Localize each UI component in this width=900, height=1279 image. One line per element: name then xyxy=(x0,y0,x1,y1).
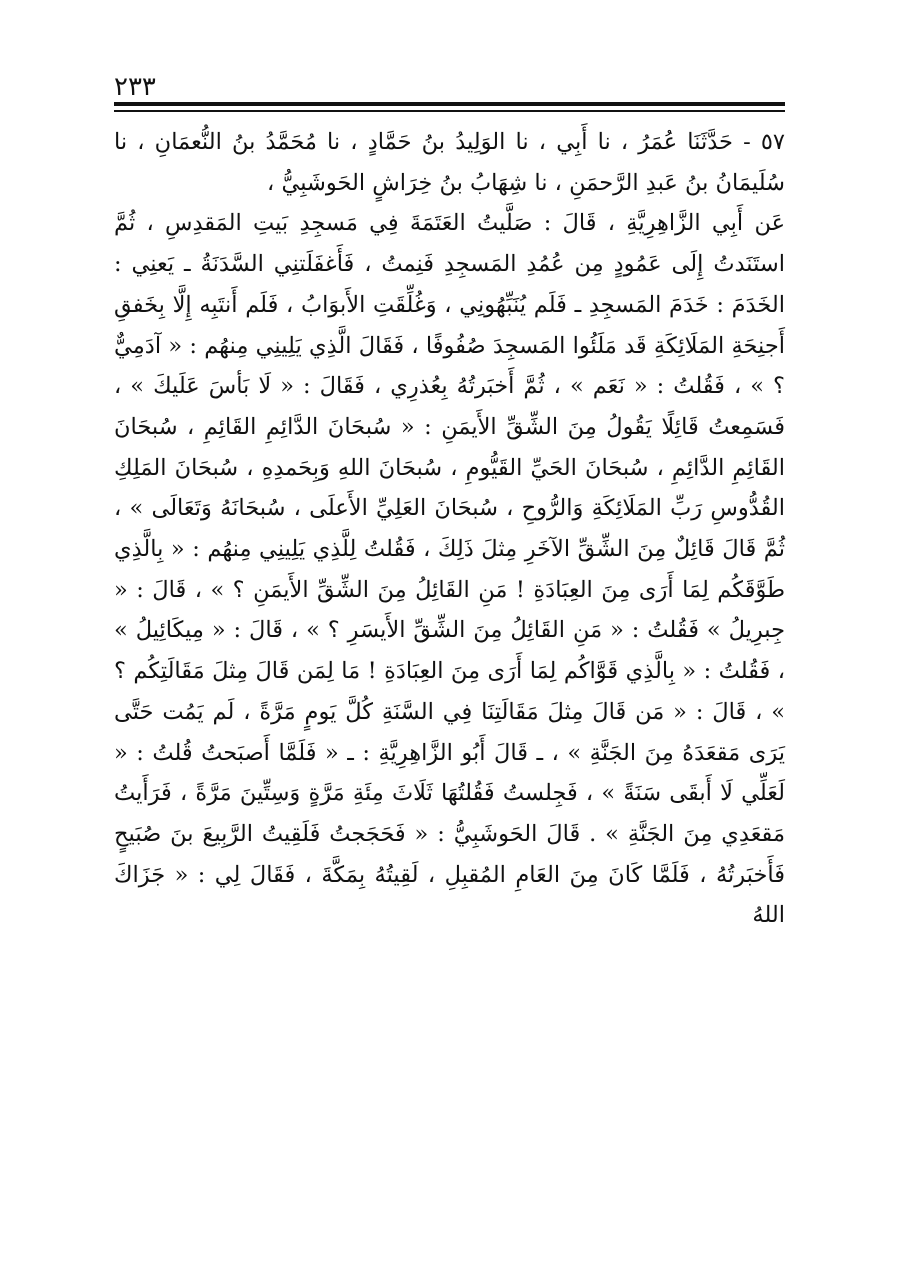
page-number: ٢٣٣ xyxy=(114,72,156,102)
header-rule-thin xyxy=(114,110,785,112)
header-rule-thick xyxy=(114,102,785,106)
hadith-matn: عَن أَبِي الزَّاهِرِيَّةِ ، قَالَ : صَلَّيتُ العَتَمَةَ فِي مَسجِدِ بَيتِ المَقدِسِ ، ثُمَّ استَنَدتُ إِلَى عَمُودٍ مِن عُمُدِ المَسجِدِ فَنِمتُ ، فَأَغفَلَتنِي السَّدَنَةُ ـ يَعنِي : الخَدَمَ : خَدَمَ المَسجِدِ ـ فَلَم يُنَبِّهُونِي ، وَغُلِّقَتِ الأَبوَابُ ، فَلَم أَنتَبِه إِلَّا بِخَفقِ أَجنِحَةِ المَلَائِكَةِ قَد مَلَئُوا المَسجِدَ صُفُوفًا ، فَقَالَ الَّذِي يَلِينِي مِنهُم : « آدَمِيٌّ ؟ » ، فَقُلتُ : « نَعَم » ، ثُمَّ أَخبَرتُهُ بِعُذرِي ، فَقَالَ : « لَا بَأسَ عَلَيكَ » ، فَسَمِعتُ قَائِلًا يَقُولُ مِنَ الشِّقِّ الأَيمَنِ : « سُبحَانَ الدَّائِمِ القَائِمِ ، سُبحَانَ القَائِمِ الدَّائِمِ ، سُبحَانَ الحَيِّ القَيُّومِ ، سُبحَانَ اللهِ وَبِحَمدِهِ ، سُبحَانَ المَلِكِ القُدُّوسِ رَبِّ المَلَائِكَةِ وَالرُّوحِ ، سُبحَانَ العَلِيِّ الأَعلَى ، سُبحَانَهُ وَتَعَالَى » ، ثُمَّ قَالَ قَائِلٌ مِنَ الشِّقِّ الآخَرِ مِثلَ ذَلِكَ ، فَقُلتُ لِلَّذِي يَلِينِي مِنهُم : « بِالَّذِي طَوَّقَكُم لِمَا أَرَى مِنَ العِبَادَةِ ! مَنِ القَائِلُ مِنَ الشِّقِّ الأَيمَنِ ؟ » ، قَالَ : « جِبرِيلُ » فَقُلتُ : « مَنِ القَائِلُ مِنَ الشِّقِّ الأَيسَرِ ؟ » ، قَالَ : « مِيكَائِيلُ » ، فَقُلتُ : « بِالَّذِي قَوَّاكُم لِمَا أَرَى مِنَ العِبَادَةِ ! مَا لِمَن قَالَ مِثلَ مَقَالَتِكُم ؟ » ، قَالَ : « مَن قَالَ مِثلَ مَقَالَتِنَا فِي السَّنَةِ كُلَّ يَومٍ مَرَّةً ، لَم يَمُت حَتَّى يَرَى مَقعَدَهُ مِنَ الجَنَّةِ » ، ـ قَالَ أَبُو الزَّاهِرِيَّةِ : ـ « فَلَمَّا أَصبَحتُ قُلتُ : « لَعَلِّي لَا أَبقَى سَنَةً » ، فَجِلستُ فَقُلتُهَا ثَلَاثَ مِئَةِ مَرَّةٍ وَسِتِّينَ مَرَّةً ، فَرَأَيتُ مَقعَدِي مِنَ الجَنَّةِ » . قَالَ الحَوشَبِيُّ : « فَحَجَجتُ فَلَقِيتُ الرَّبِيعَ بنَ صُبَيحٍ فَأَخبَرتُهُ ، فَلَمَّا كَانَ مِنَ العَامِ المُقبِلِ ، لَقِيتُهُ بِمَكَّةَ ، فَقَالَ لِي : « جَزَاكَ اللهُ xyxy=(114,210,785,929)
hadith-isnad: ٥٧ - حَدَّثَنَا عُمَرُ ، نا أَبِي ، نا الوَلِيدُ بنُ حَمَّادٍ ، نا مُحَمَّدُ بنُ النُّعمَانِ ، نا سُلَيمَانُ بنُ عَبدِ الرَّحمَنِ ، نا شِهَابُ بنُ خِرَاشٍ الحَوشَبِيُّ ، xyxy=(114,129,785,196)
page-body xyxy=(114,122,785,936)
